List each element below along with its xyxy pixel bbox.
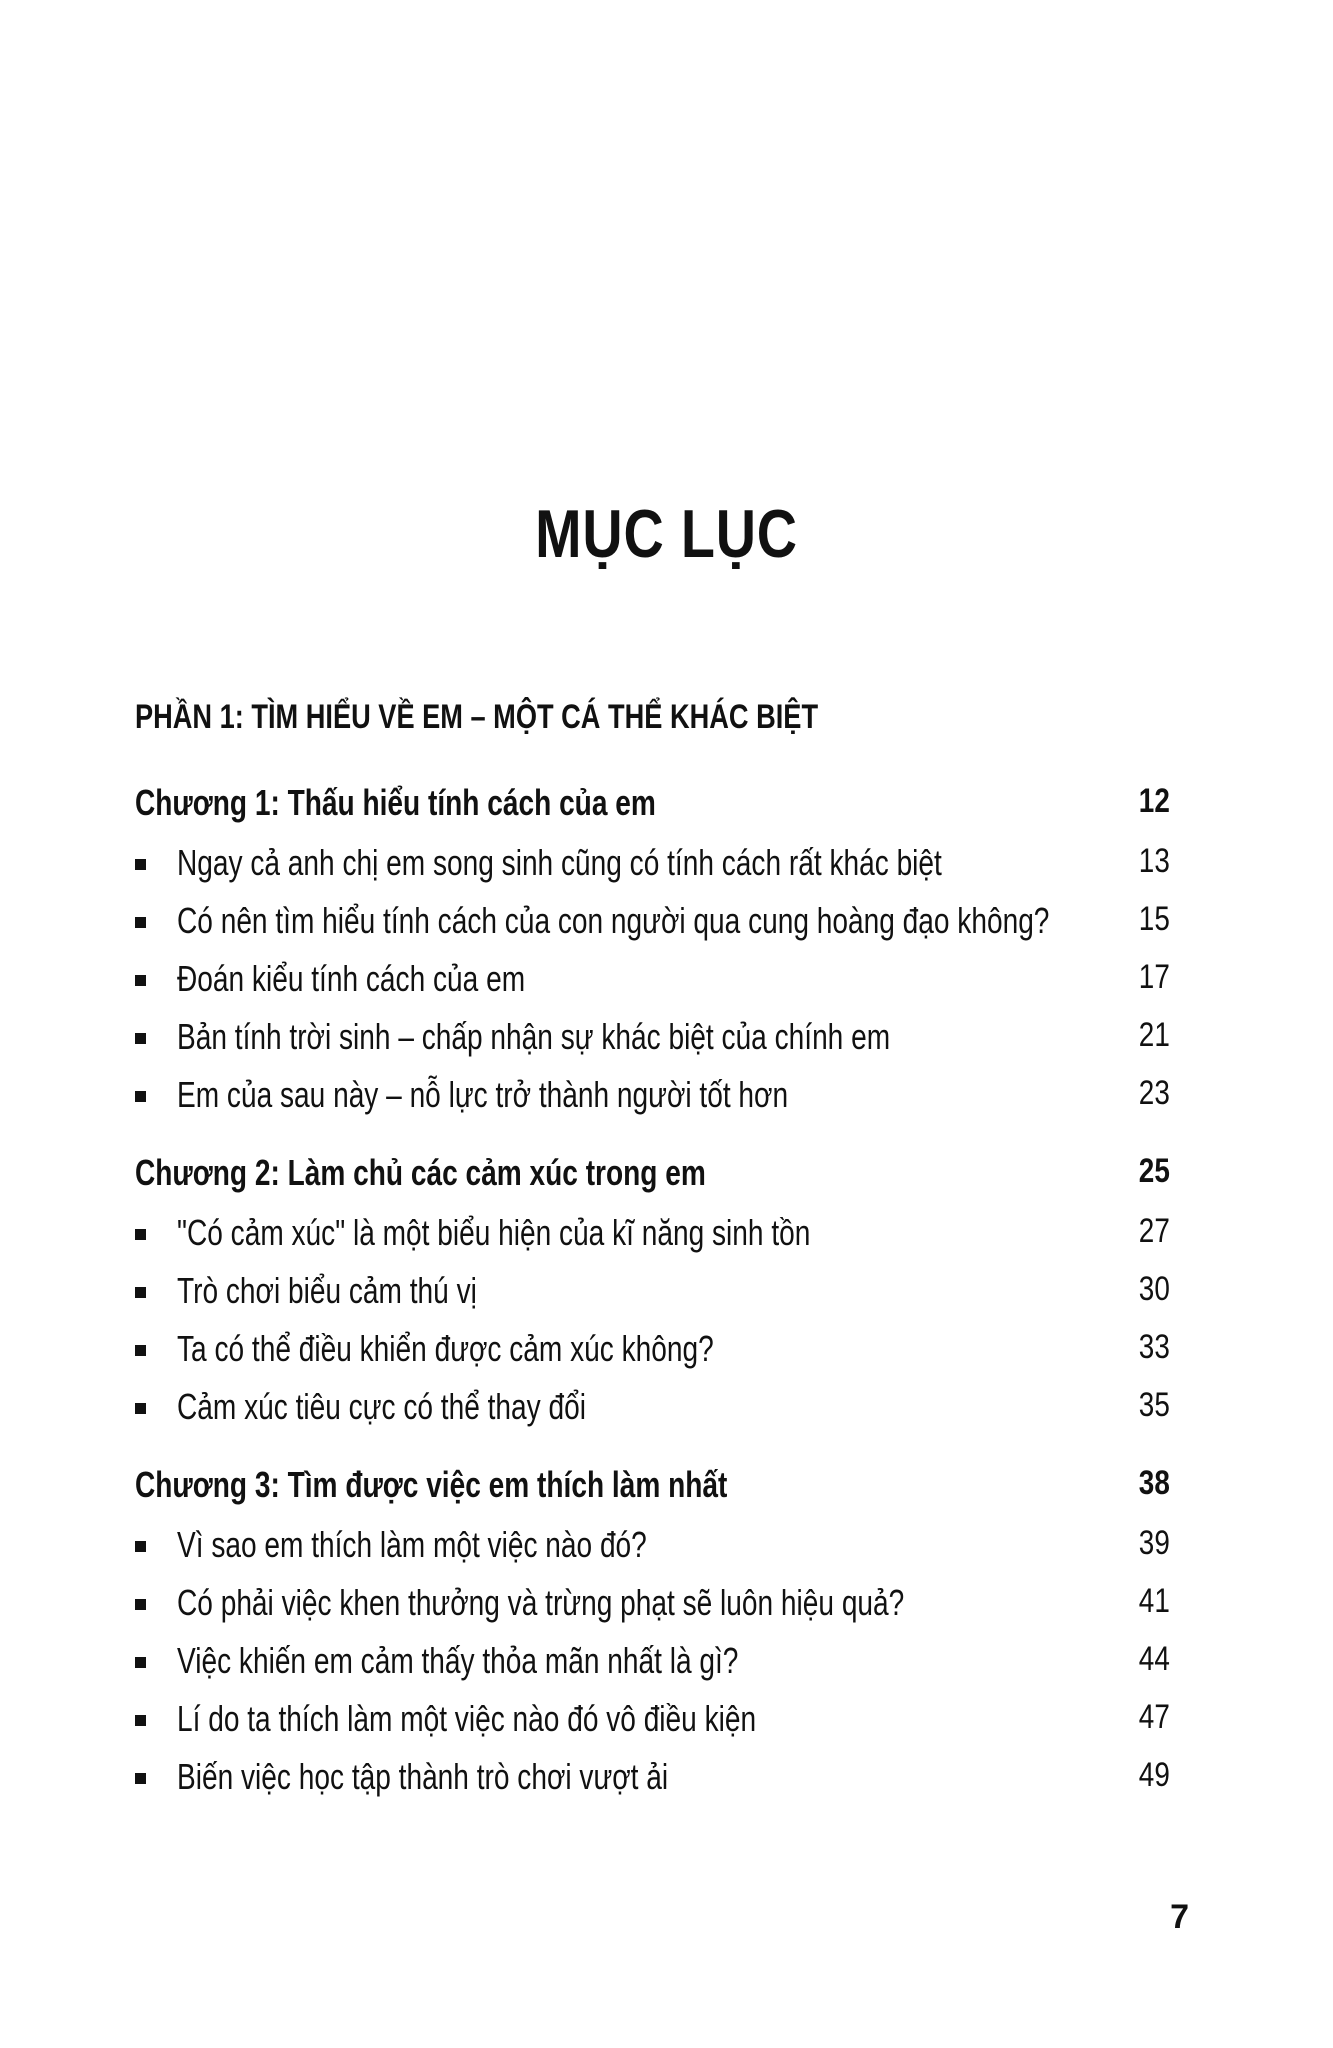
toc-item-page-number: 23 (1138, 1074, 1170, 1112)
square-bullet-icon (135, 1033, 146, 1044)
part-heading: PHẦN 1: TÌM HIỂU VỀ EM – MỘT CÁ THỂ KHÁC BIỆT (135, 698, 819, 736)
toc-item-label: Ta có thể điều khiển được cảm xúc không? (177, 1328, 714, 1369)
toc-item[interactable] (135, 1756, 1170, 1806)
square-bullet-icon (135, 1599, 146, 1610)
chapter-row[interactable] (135, 782, 1170, 832)
toc-item-label: Biến việc học tập thành trò chơi vượt ải (177, 1756, 669, 1797)
toc-item[interactable] (135, 1386, 1170, 1436)
page-title: MỤC LỤC (535, 496, 798, 572)
chapter-title: Chương 3: Tìm được việc em thích làm nhất (135, 1464, 728, 1505)
square-bullet-icon (135, 1773, 146, 1784)
square-bullet-icon (135, 1657, 146, 1668)
toc-item-label: Ngay cả anh chị em song sinh cũng có tính cách rất khác biệt (177, 842, 942, 883)
page-number: 7 (1170, 1898, 1189, 1936)
chapter-row[interactable] (135, 1152, 1170, 1202)
toc-item-label: Có phải việc khen thưởng và trừng phạt sẽ luôn hiệu quả? (177, 1582, 905, 1623)
toc-item[interactable] (135, 842, 1170, 892)
toc-item-label: "Có cảm xúc" là một biểu hiện của kĩ năng sinh tồn (177, 1212, 811, 1253)
toc-item-label: Đoán kiểu tính cách của em (177, 958, 526, 999)
toc-item-label: Có nên tìm hiểu tính cách của con người qua cung hoàng đạo không? (177, 900, 1050, 941)
toc-item-page-number: 44 (1138, 1640, 1170, 1678)
toc-item-label: Vì sao em thích làm một việc nào đó? (177, 1524, 647, 1565)
chapter-page-number: 12 (1138, 782, 1170, 820)
toc-item-page-number: 39 (1138, 1524, 1170, 1562)
square-bullet-icon (135, 1345, 146, 1356)
toc-item[interactable] (135, 1270, 1170, 1320)
toc-item-label: Lí do ta thích làm một việc nào đó vô điều kiện (177, 1698, 757, 1739)
chapter-page-number: 38 (1138, 1464, 1170, 1502)
square-bullet-icon (135, 1229, 146, 1240)
toc-item-page-number: 41 (1138, 1582, 1170, 1620)
square-bullet-icon (135, 1287, 146, 1298)
toc-item[interactable] (135, 958, 1170, 1008)
toc-item[interactable] (135, 1698, 1170, 1748)
toc-item[interactable] (135, 1328, 1170, 1378)
toc-item-page-number: 13 (1138, 842, 1170, 880)
chapter-row[interactable] (135, 1464, 1170, 1514)
toc-item[interactable] (135, 900, 1170, 950)
square-bullet-icon (135, 1091, 146, 1102)
toc-item-label: Em của sau này – nỗ lực trở thành người tốt hơn (177, 1074, 789, 1115)
toc-item-label: Trò chơi biểu cảm thú vị (177, 1270, 477, 1311)
toc-item-page-number: 27 (1138, 1212, 1170, 1250)
chapter-title: Chương 2: Làm chủ các cảm xúc trong em (135, 1152, 706, 1193)
square-bullet-icon (135, 859, 146, 870)
square-bullet-icon (135, 975, 146, 986)
toc-item-page-number: 17 (1138, 958, 1170, 996)
chapter-title: Chương 1: Thấu hiểu tính cách của em (135, 782, 656, 823)
toc-item-label: Việc khiến em cảm thấy thỏa mãn nhất là gì? (177, 1640, 739, 1681)
toc-item[interactable] (135, 1016, 1170, 1066)
toc-item-page-number: 35 (1138, 1386, 1170, 1424)
toc-item-page-number: 33 (1138, 1328, 1170, 1366)
toc-item-page-number: 30 (1138, 1270, 1170, 1308)
toc-item[interactable] (135, 1074, 1170, 1124)
square-bullet-icon (135, 917, 146, 928)
toc-item[interactable] (135, 1212, 1170, 1262)
toc-item[interactable] (135, 1524, 1170, 1574)
chapter-page-number: 25 (1138, 1152, 1170, 1190)
square-bullet-icon (135, 1715, 146, 1726)
toc-item-page-number: 21 (1138, 1016, 1170, 1054)
square-bullet-icon (135, 1541, 146, 1552)
toc-item[interactable] (135, 1582, 1170, 1632)
toc-item-page-number: 15 (1138, 900, 1170, 938)
toc-item-label: Cảm xúc tiêu cực có thể thay đổi (177, 1386, 586, 1427)
toc-item-page-number: 49 (1138, 1756, 1170, 1794)
square-bullet-icon (135, 1403, 146, 1414)
toc-item-label: Bản tính trời sinh – chấp nhận sự khác biệt của chính em (177, 1016, 891, 1057)
toc-item-page-number: 47 (1138, 1698, 1170, 1736)
toc-item[interactable] (135, 1640, 1170, 1690)
